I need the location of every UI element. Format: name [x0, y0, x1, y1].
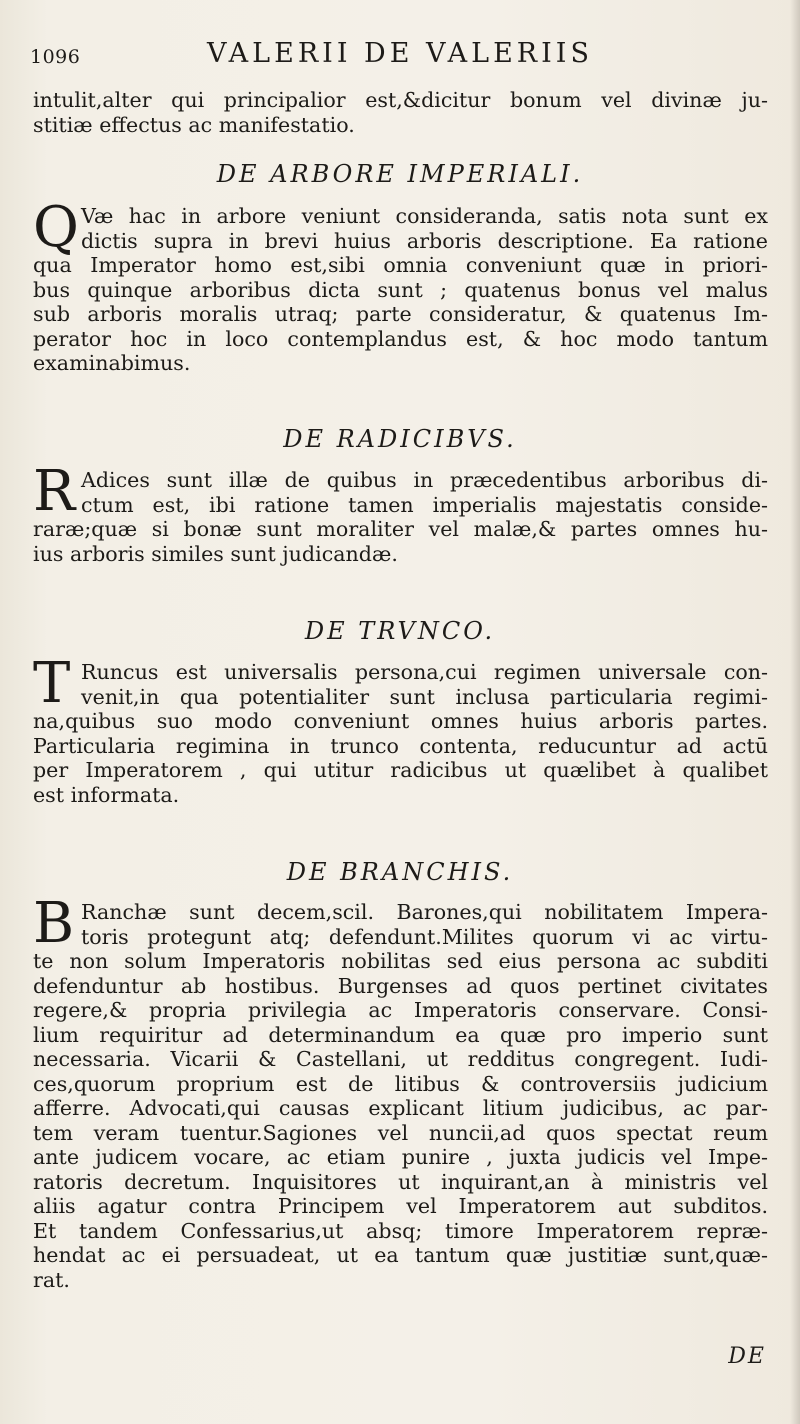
text-line: stitiæ effectus ac manifestatio. [33, 112, 355, 137]
text-line: ante judicem vocare, ac etiam punire , juxta judicis vel Impe- [33, 1145, 768, 1169]
text-line: lium requiritur ad determinandum ea quæ pro imperio sunt [33, 1022, 768, 1047]
running-head: VALERII DE VALERIIS [207, 38, 593, 69]
dropcap-q: Q [33, 195, 79, 260]
dropcap-b: B [33, 891, 75, 956]
text-line: est informata. [33, 782, 180, 807]
text-line: te non solum Imperatoris nobilitas sed eius persona ac subditi [33, 949, 768, 973]
text-line: Runcus est universalis persona,cui regimen universale con- [81, 660, 768, 684]
paragraph-radicibus [33, 468, 768, 566]
text-line: Væ hac in arbore veniunt consideranda, satis nota sunt ex [81, 204, 768, 228]
text-line: toris protegunt atq; defendunt.Milites quorum vi ac virtu- [81, 924, 768, 949]
text-line: regere,& propria privilegia ac Imperatoris conservare. Consi- [33, 998, 768, 1022]
text-line: Et tandem Confessarius,ut absq; timore Imperatorem repræ- [33, 1218, 768, 1243]
text-line: ius arboris similes sunt judicandæ. [33, 541, 398, 566]
text-line: rat. [33, 1267, 70, 1292]
text-line: afferre. Advocati,qui causas explicant litium judicibus, ac par- [33, 1096, 768, 1120]
section-heading-trunco: DE TRVNCO. [304, 617, 496, 645]
text-line: Adices sunt illæ de quibus in præcedentibus arboribus di- [81, 468, 768, 492]
text-line: examinabimus. [33, 351, 191, 375]
text-line: tem veram tuentur.Sagiones vel nuncii,ad quos spectat reum [33, 1120, 768, 1145]
page-header [30, 38, 770, 78]
text-line: Particularia regimina in trunco contenta, reducuntur ad actū [33, 733, 768, 758]
text-line: ratoris decretum. Inquisitores ut inquirant,an à ministris vel [33, 1169, 768, 1194]
text-line: dictis supra in brevi huius arboris descriptione. Ea ratione [81, 228, 768, 253]
dropcap-r: R [33, 459, 76, 524]
text-line: na,quibus suo modo conveniunt omnes huius arboris partes. [33, 709, 768, 733]
text-line: necessaria. Vicarii & Castellani, ut redditus congregent. Iudi- [33, 1047, 768, 1071]
text-line: Ranchæ sunt decem,scil. Barones,qui nobilitatem Impera- [81, 900, 768, 924]
paragraph-arbore [33, 204, 768, 376]
text-line: ctum est, ibi ratione tamen imperialis majestatis conside- [81, 492, 768, 517]
text-line: venit,in qua potentialiter sunt inclusa particularia regimi- [81, 684, 768, 709]
text-line: qua Imperator homo est,sibi omnia conveniunt quæ in priori- [33, 253, 768, 277]
text-line: intulit,alter qui principalior est,&dicitur bonum vel divinæ ju- [33, 88, 768, 112]
text-line: bus quinque arboribus dicta sunt ; quatenus bonus vel malus [33, 277, 768, 302]
text-line: hendat ac ei persuadeat, ut ea tantum quæ justitiæ sunt,quæ- [33, 1243, 768, 1267]
page-edge-shadow [790, 0, 800, 1424]
text-line: defenduntur ab hostibus. Burgenses ad quos pertinet civitates [33, 973, 768, 998]
text-line: perator hoc in loco contemplandus est, & hoc modo tantum [33, 326, 768, 351]
page-number: 1096 [30, 46, 81, 68]
dropcap-t: T [33, 651, 71, 716]
text-line: sub arboris moralis utraq; parte consideratur, & quatenus Im- [33, 302, 768, 326]
section-heading-arbore: DE ARBORE IMPERIALI. [216, 160, 584, 188]
paragraph-trunco [33, 660, 768, 807]
paragraph-branchis [33, 900, 768, 1292]
section-heading-branchis: DE BRANCHIS. [286, 858, 514, 886]
text-line: aliis agatur contra Principem vel Imperatorem aut subditos. [33, 1194, 768, 1218]
text-line: per Imperatorem , qui utitur radicibus ut quælibet à qualibet [33, 758, 768, 782]
section-heading-radicibus: DE RADICIBVS. [283, 425, 517, 453]
catchword: DE [728, 1344, 766, 1369]
text-line: raræ;quæ si bonæ sunt moraliter vel malæ,& partes omnes hu- [33, 517, 768, 541]
text-line: ces,quorum proprium est de litibus & controversiis judicium [33, 1071, 768, 1096]
intro-paragraph [33, 88, 768, 137]
